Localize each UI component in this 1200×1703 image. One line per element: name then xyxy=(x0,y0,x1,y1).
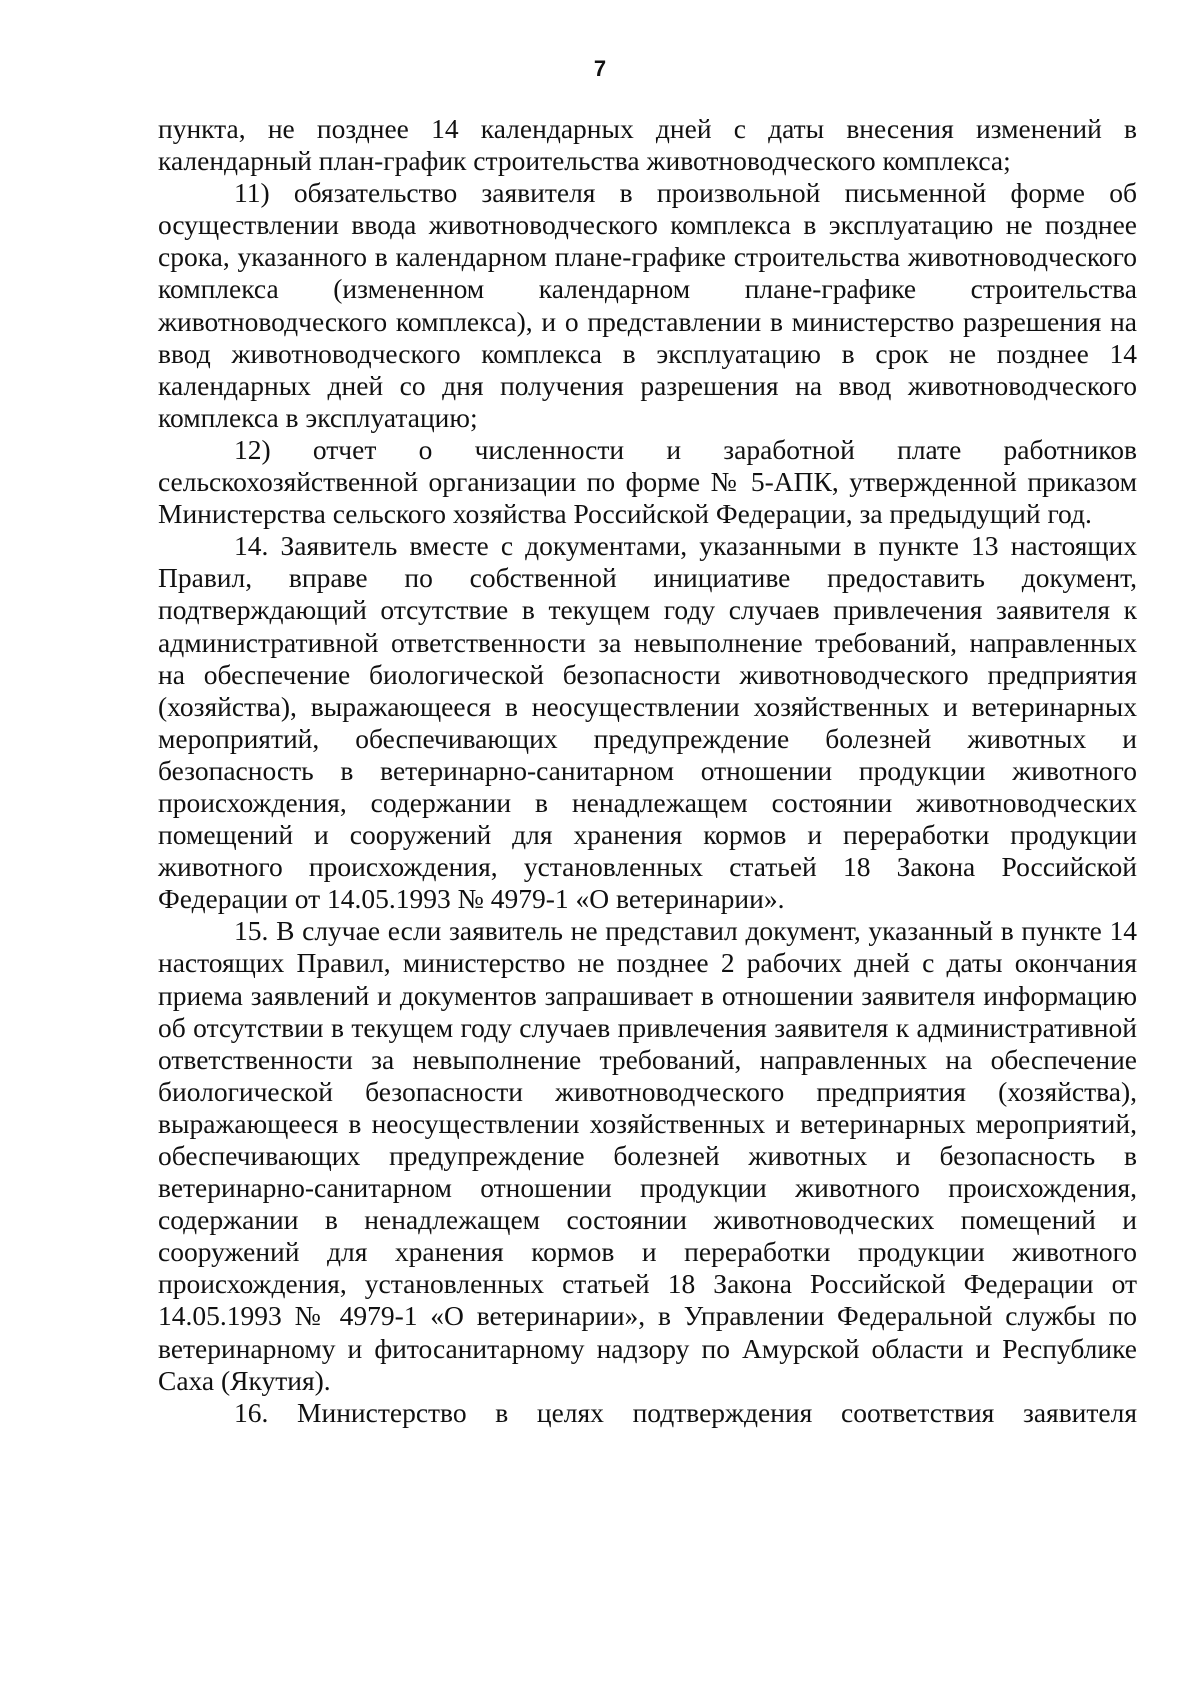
paragraph-clause-15: 15. В случае если заявитель не представил документ, указанный в пункте 14 настоящих Правил, министерство не позднее 2 рабочих дней с даты окончания приема заявлений и документов запрашивает в отношении заявителя информацию об отсутствии в текущем году случаев привлечения заявителя к административной ответственности за невыполнение требований, направленных на обеспечение биологической безопасности животноводческого предприятия (хозяйства), выражающееся в неосуществлении хозяйственных и ветеринарных мероприятий, обеспечивающих предупреждение болезней животных и безопасность в ветеринарно-санитарном отношении продукции животного происхождения, содержании в ненадлежащем состоянии животноводческих помещений и сооружений для хранения кормов и переработки продукции животного происхождения, установленных статьей 18 Закона Российской Федерации от 14.05.1993 № 4979-1 «О ветеринарии», в Управлении Федеральной службы по ветеринарному и фитосанитарному надзору по Амурской области и Республике Саха (Якутия). xyxy=(158,915,1137,1396)
paragraph-continuation: пункта, не позднее 14 календарных дней с даты внесения изменений в календарный план-график строительства животноводческого комплекса; xyxy=(158,113,1137,177)
paragraph-clause-16: 16. Министерство в целях подтверждения соответствия заявителя xyxy=(234,1396,1137,1428)
paragraph-item-12: 12) отчет о численности и заработной плате работников сельскохозяйственной организации по форме № 5-АПК, утвержденной приказом Министерства сельского хозяйства Российской Федерации, за предыдущий год. xyxy=(158,433,1137,530)
document-body xyxy=(158,113,1137,1429)
page-number: 7 xyxy=(593,56,607,81)
paragraph-item-11: 11) обязательство заявителя в произвольной письменной форме об осуществлении ввода животноводческого комплекса в эксплуатацию не позднее срока, указанного в календарном плане-графике строительства животноводческого комплекса (измененном календарном плане-графике строительства животноводческого комплекса), и о представлении в министерство разрешения на ввод животноводческого комплекса в эксплуатацию в срок не позднее 14 календарных дней со дня получения разрешения на ввод животноводческого комплекса в эксплуатацию; xyxy=(158,177,1137,433)
paragraph-clause-14: 14. Заявитель вместе с документами, указанными в пункте 13 настоящих Правил, вправе по собственной инициативе предоставить документ, подтверждающий отсутствие в текущем году случаев привлечения заявителя к административной ответственности за невыполнение требований, направленных на обеспечение биологической безопасности животноводческого предприятия (хозяйства), выражающееся в неосуществлении хозяйственных и ветеринарных мероприятий, обеспечивающих предупреждение болезней животных и безопасность в ветеринарно-санитарном отношении продукции животного происхождения, содержании в ненадлежащем состоянии животноводческих помещений и сооружений для хранения кормов и переработки продукции животного происхождения, установленных статьей 18 Закона Российской Федерации от 14.05.1993 № 4979-1 «О ветеринарии». xyxy=(158,530,1137,915)
